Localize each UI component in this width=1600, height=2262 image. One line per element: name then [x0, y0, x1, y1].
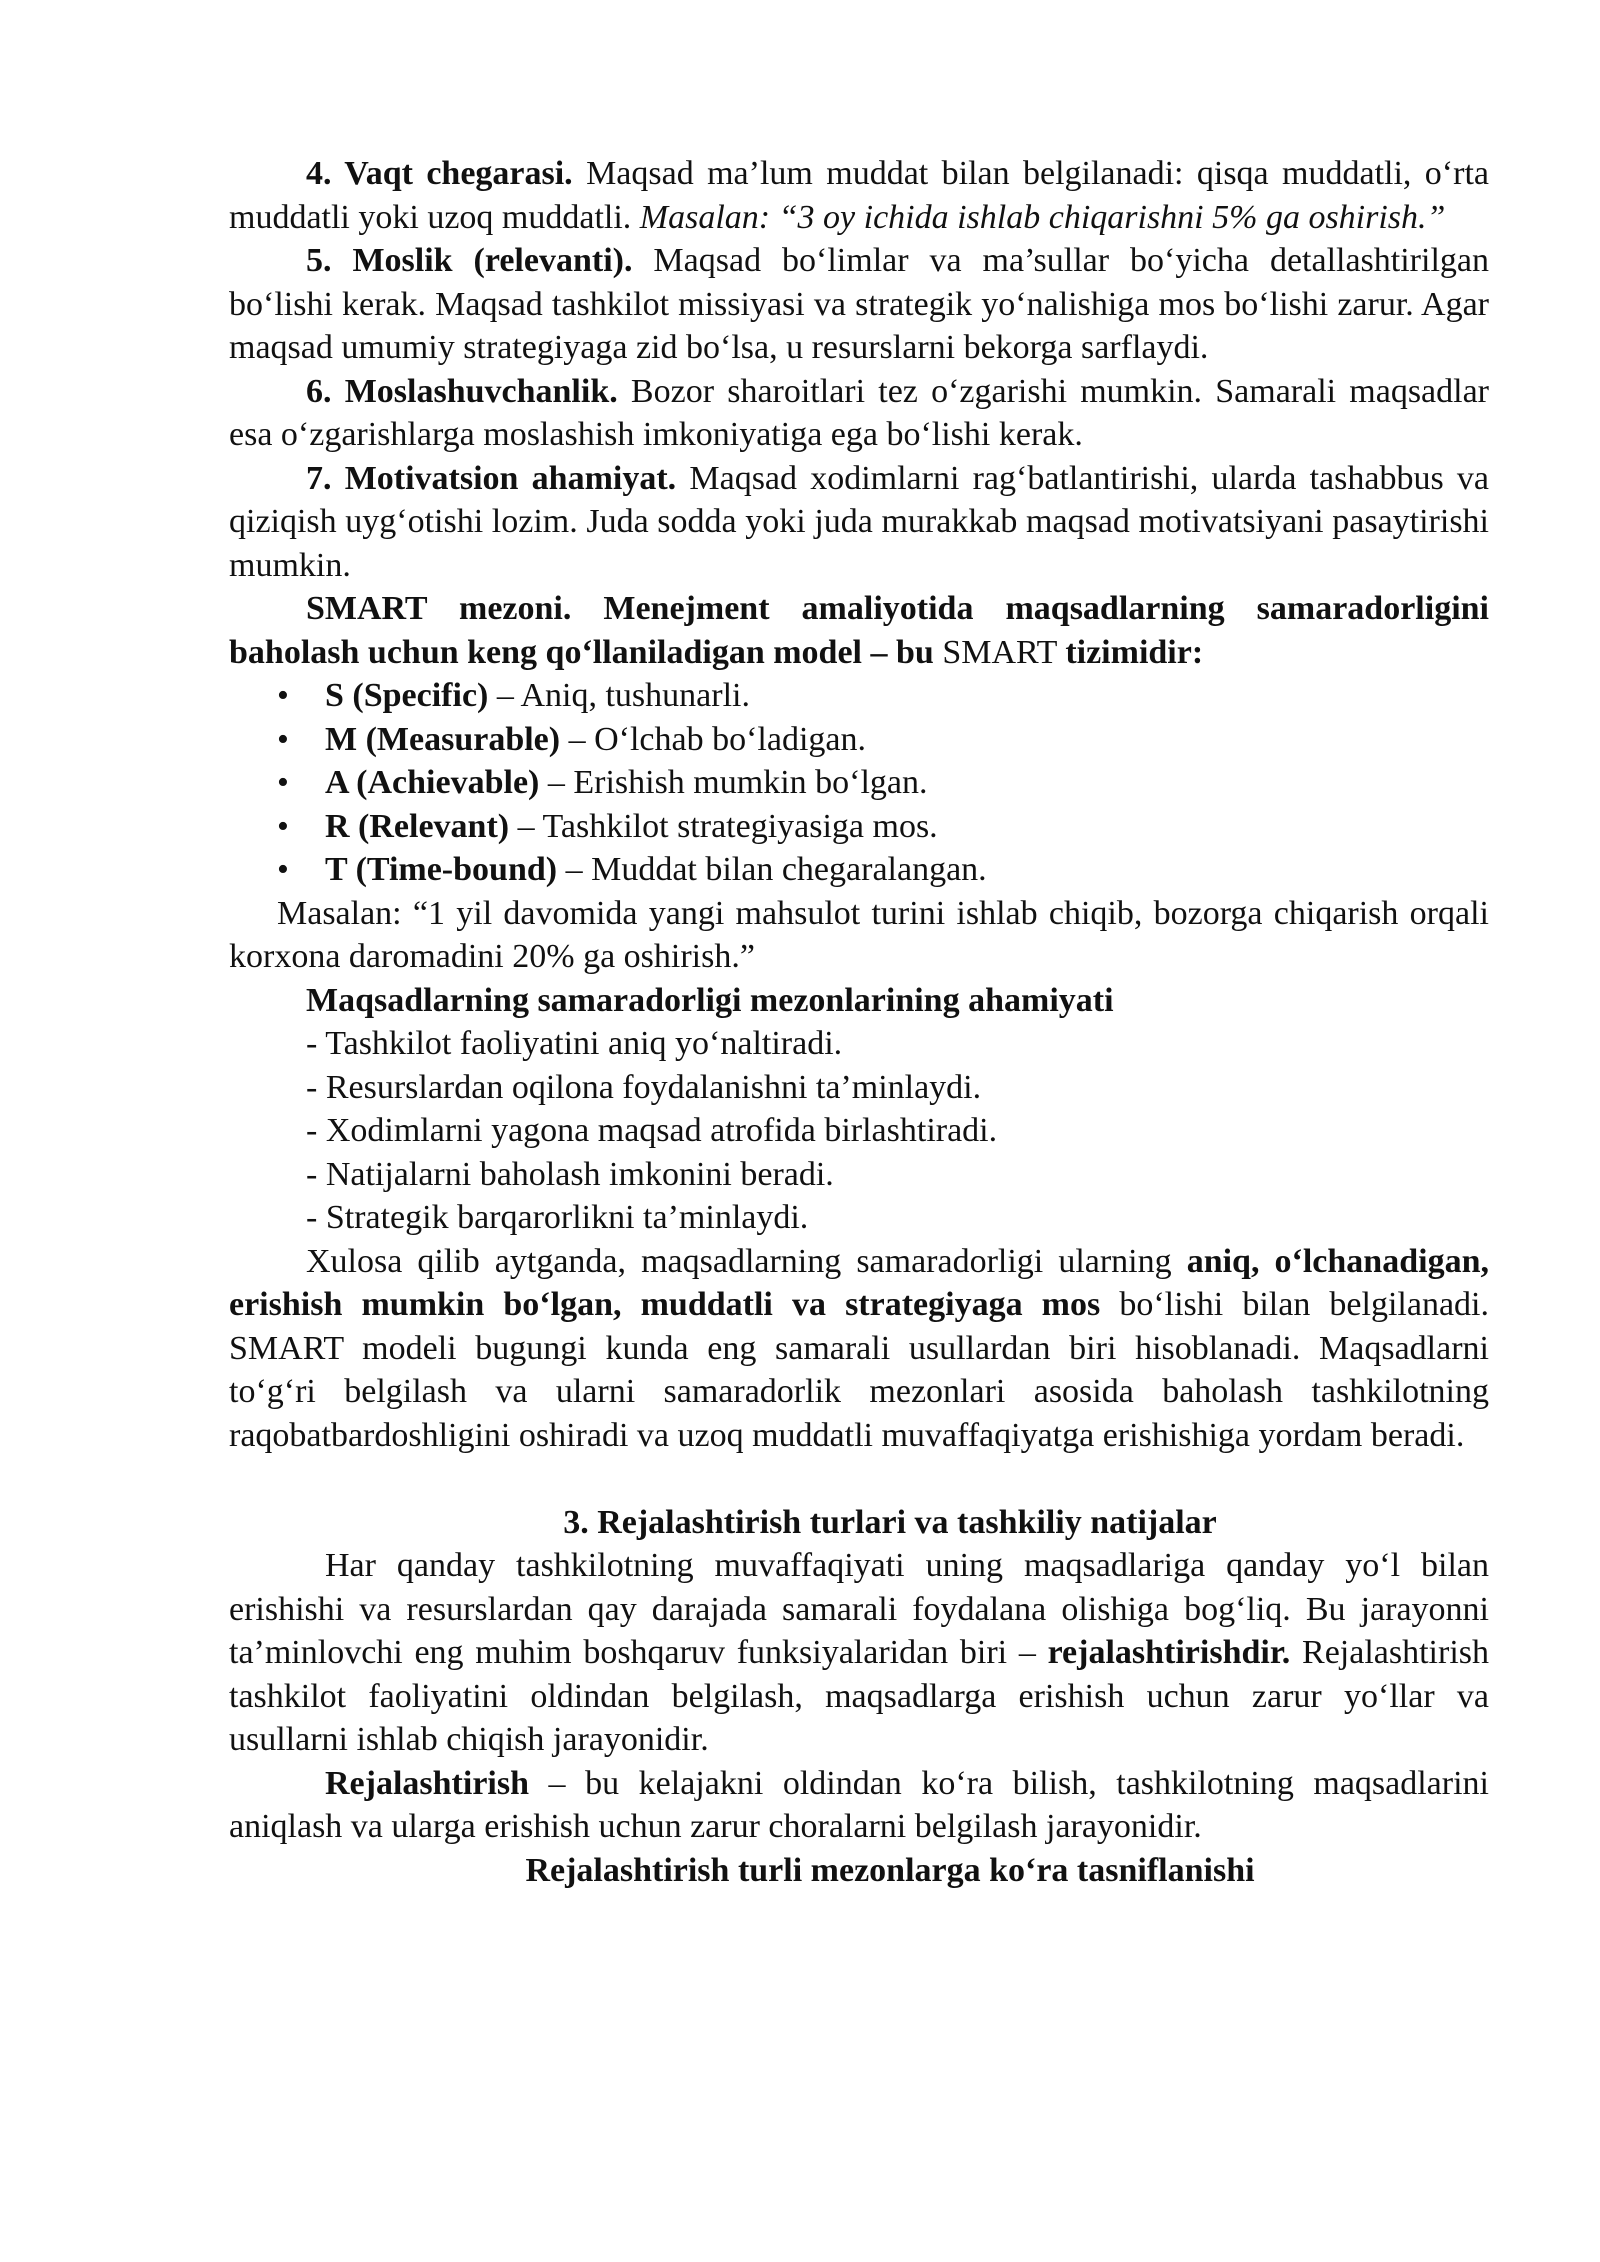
list-item	[325, 674, 1489, 718]
smart-desc: – Tashkilot strategiyasiga mos.	[509, 807, 938, 845]
section-heading: 3. Rejalashtirish turlari va tashkiliy natijalar	[563, 1503, 1217, 1541]
planning-intro-bold: rejalashtirishdir.	[1047, 1634, 1291, 1671]
blank-line	[229, 1457, 1489, 1501]
importance-list	[229, 1022, 1489, 1240]
conclusion-lead: Xulosa qilib aytganda, maqsadlarning samaradorligi ularning	[306, 1242, 1187, 1280]
criterion-title: 4. Vaqt chegarasi.	[306, 155, 573, 192]
criterion-title: 7. Motivatsion ahamiyat.	[306, 459, 677, 497]
paragraph-time-limit	[229, 152, 1489, 239]
list-item	[325, 761, 1489, 805]
smart-term: R (Relevant)	[325, 807, 510, 845]
paragraph-planning-definition	[229, 1762, 1489, 1849]
list-item	[325, 848, 1489, 892]
list-item	[325, 718, 1489, 762]
smart-list	[229, 674, 1489, 892]
criterion-title: 6. Moslashuvchanlik.	[306, 372, 618, 410]
smart-desc: – Erishish mumkin bo‘lgan.	[539, 764, 928, 801]
criterion-text: Maqsad bo‘limlar va ma’sullar bo‘yicha detallashtirilgan bo‘lishi kerak. Maqsad tashkilot missiyasi va strategik yo‘nalishiga mos bo‘lishi zarur. Agar maqsad umumiy strategiyaga zid bo‘lsa, u resurslarni bekorga sarflaydi.	[229, 242, 1489, 366]
paragraph-flexibility	[229, 370, 1489, 457]
paragraph-motivation	[229, 457, 1489, 588]
smart-term: M (Measurable)	[325, 720, 561, 758]
smart-intro-bold-end: tizimidir:	[1065, 633, 1204, 671]
list-item: - Natijalarni baholash imkonini beradi.	[306, 1155, 834, 1193]
subsection-heading: Rejalashtirish turli mezonlarga ko‘ra tasniflanishi	[525, 1851, 1255, 1889]
planning-intro-lead: Har qanday tashkilotning muvaffaqiyati uning maqsadlariga qanday yo‘l bilan erishishi va resurslardan qay darajada samarali foydalana olishiga bog‘liq. Bu jarayonni ta’minlovchi eng muhim boshqaruv funksiyalaridan biri –	[229, 1547, 1489, 1671]
importance-heading	[229, 979, 1489, 1023]
smart-desc: – Muddat bilan chegaralangan.	[557, 851, 987, 888]
smart-term: S (Specific)	[325, 677, 489, 714]
planning-intro-rest: Rejalashtirish tashkilot faoliyatini oldindan belgilash, maqsadlarga erishish uchun zarur yo‘llar va usullarni ishlab chiqish jarayonidir.	[229, 1634, 1489, 1758]
conclusion-rest: bo‘lishi bilan belgilanadi. SMART modeli bugungi kunda eng samarali usullardan biri hisoblanadi. Maqsadlarni to‘g‘ri belgilash va ularni samaradorlik mezonlari asosida baholash tashkilotning raqobatbardoshligini oshiradi va uzoq muddatli muvaffaqiyatga erishishiga yordam beradi.	[229, 1286, 1489, 1454]
criterion-text: Maqsad xodimlarni rag‘batlantirishi, ularda tashabbus va qiziqish uyg‘otishi lozim. Juda sodda yoki juda murakkab maqsad motivatsiyani pasaytirishi mumkin.	[229, 459, 1489, 584]
list-item: - Strategik barqarorlikni ta’minlaydi.	[306, 1199, 809, 1236]
paragraph-smart-intro	[229, 587, 1489, 674]
criterion-title: 5. Moslik (relevanti).	[306, 242, 633, 279]
list-item: - Resurslardan oqilona foydalanishni ta’minlaydi.	[306, 1068, 982, 1106]
conclusion-bold: aniq, o‘lchanadigan, erishish mumkin bo‘lgan, muddatli va strategiyaga mos	[229, 1242, 1489, 1323]
criterion-example: Masalan: “3 oy ichida ishlab chiqarishni 5% ga oshirish.”	[639, 198, 1446, 236]
planning-definition-term: Rejalashtirish	[325, 1764, 529, 1802]
criterion-text: Bozor sharoitlari tez o‘zgarishi mumkin. Samarali maqsadlar esa o‘zgarishlarga moslashish imkoniyatiga ega bo‘lishi kerak.	[229, 372, 1489, 453]
smart-term: A (Achievable)	[325, 764, 540, 801]
planning-definition-text: – bu kelajakni oldindan ko‘ra bilish, tashkilotning maqsadlarini aniqlash va ularga erishish uchun zarur choralarni belgilash jarayonidir.	[229, 1764, 1489, 1845]
list-item: - Xodimlarni yagona maqsad atrofida birlashtiradi.	[306, 1112, 998, 1149]
smart-intro-bold: SMART mezoni. Menejment amaliyotida maqsadlarning samaradorligini baholash uchun keng qo‘llaniladigan model – bu	[229, 590, 1489, 671]
smart-intro-plain: SMART	[933, 633, 1066, 671]
criterion-text: Maqsad ma’lum muddat bilan belgilanadi: qisqa muddatli, o‘rta muddatli yoki uzoq muddatli.	[229, 155, 1489, 236]
paragraph-conclusion	[229, 1240, 1489, 1458]
smart-term: T (Time-bound)	[325, 851, 558, 888]
document-page	[229, 152, 1489, 1892]
smart-desc: – O‘lchab bo‘ladigan.	[560, 720, 867, 758]
paragraph-relevance	[229, 239, 1489, 370]
list-item: - Tashkilot faoliyatini aniq yo‘naltiradi.	[306, 1025, 843, 1062]
list-item	[325, 805, 1489, 849]
importance-heading-text: Maqsadlarning samaradorligi mezonlarining ahamiyati	[306, 981, 1114, 1019]
paragraph-smart-example: Masalan: “1 yil davomida yangi mahsulot turini ishlab chiqib, bozorga chiqarish orqali korxona daromadini 20% ga oshirish.”	[229, 894, 1489, 975]
smart-desc: – Aniq, tushunarli.	[488, 677, 750, 714]
paragraph-planning-intro	[229, 1544, 1489, 1762]
